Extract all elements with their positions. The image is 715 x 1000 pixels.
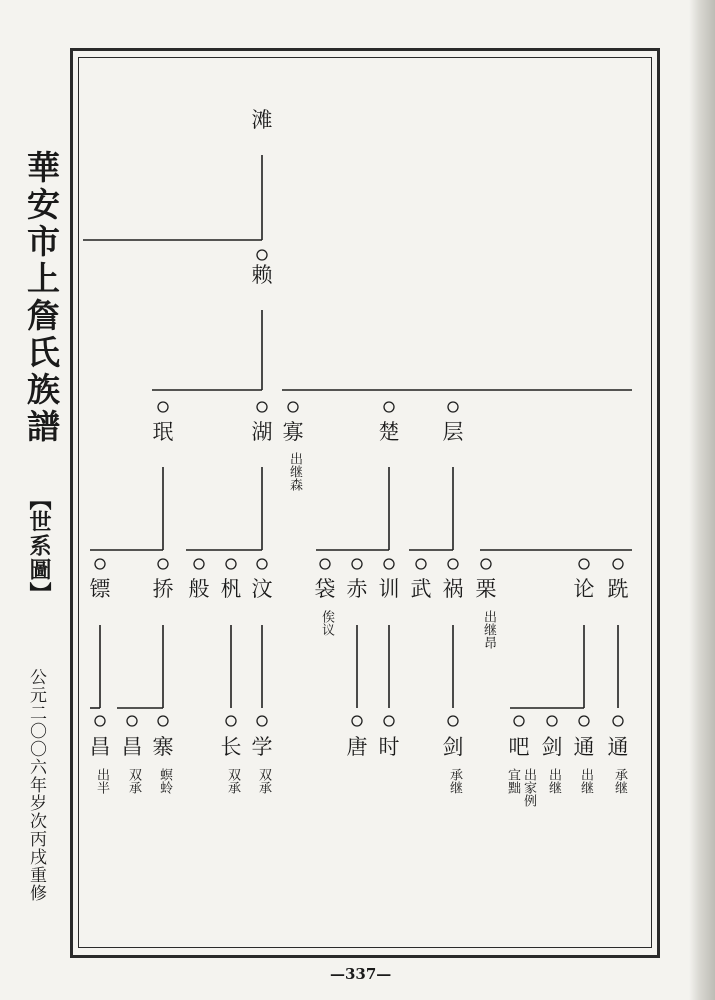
person-name: 寡 bbox=[282, 420, 304, 444]
annotation: 双承 bbox=[126, 768, 141, 794]
annotation: 承继 bbox=[612, 768, 627, 794]
person-name: 时 bbox=[378, 735, 400, 759]
annotation: 出继 bbox=[578, 768, 593, 794]
annotation: 出继昂 bbox=[481, 610, 496, 649]
section-title: 世系圖 bbox=[26, 510, 52, 582]
person-name: 昌 bbox=[89, 735, 111, 759]
person-name: 武 bbox=[410, 577, 432, 601]
annotation: 出半 bbox=[94, 768, 109, 794]
person-name: 赤 bbox=[346, 577, 368, 601]
annotation: 承继 bbox=[447, 768, 462, 794]
edition-line: 公元二〇〇六年岁次丙戌重修 bbox=[26, 668, 46, 902]
person-name: 学 bbox=[251, 735, 273, 759]
person-name: 赖 bbox=[251, 263, 273, 287]
person-name: 杋 bbox=[220, 577, 242, 601]
person-name: 祸 bbox=[442, 577, 464, 601]
person-name: 挢 bbox=[152, 577, 174, 601]
annotation: 俟议 bbox=[319, 610, 334, 636]
person-name: 楚 bbox=[378, 420, 400, 444]
annotation: 出继 bbox=[546, 768, 561, 794]
person-name: 跣 bbox=[607, 577, 629, 601]
person-name: 剑 bbox=[442, 735, 464, 759]
person-name: 镖 bbox=[89, 577, 111, 601]
person-name: 层 bbox=[442, 420, 464, 444]
section-bracket-open: 【 bbox=[26, 488, 52, 510]
person-name: 寨 bbox=[152, 735, 174, 759]
annotation: 宜黜 bbox=[505, 768, 520, 794]
page-number: —337— bbox=[330, 965, 392, 983]
person-name: 通 bbox=[607, 735, 629, 759]
person-name: 论 bbox=[573, 577, 595, 601]
annotation: 双承 bbox=[225, 768, 240, 794]
person-name: 栗 bbox=[475, 577, 497, 601]
person-name: 吧 bbox=[508, 735, 530, 759]
annotation: 出继森 bbox=[287, 452, 302, 491]
person-name: 训 bbox=[378, 577, 400, 601]
annotation: 出家例 bbox=[521, 768, 536, 807]
person-name: 昌 bbox=[121, 735, 143, 759]
annotation: 双承 bbox=[256, 768, 271, 794]
person-name: 珉 bbox=[152, 420, 174, 444]
section-bracket-close: 】 bbox=[26, 582, 52, 604]
person-name: 唐 bbox=[346, 735, 368, 759]
person-name: 滩 bbox=[251, 108, 273, 132]
annotation: 螟蛉 bbox=[157, 768, 172, 794]
person-name: 剑 bbox=[541, 735, 563, 759]
person-name: 袋 bbox=[314, 577, 336, 601]
person-name: 通 bbox=[573, 735, 595, 759]
person-name: 汶 bbox=[251, 577, 273, 601]
book-title: 華安市上詹氏族譜 bbox=[22, 150, 61, 446]
person-name: 长 bbox=[220, 735, 242, 759]
person-name: 湖 bbox=[251, 420, 273, 444]
person-name: 般 bbox=[188, 577, 210, 601]
